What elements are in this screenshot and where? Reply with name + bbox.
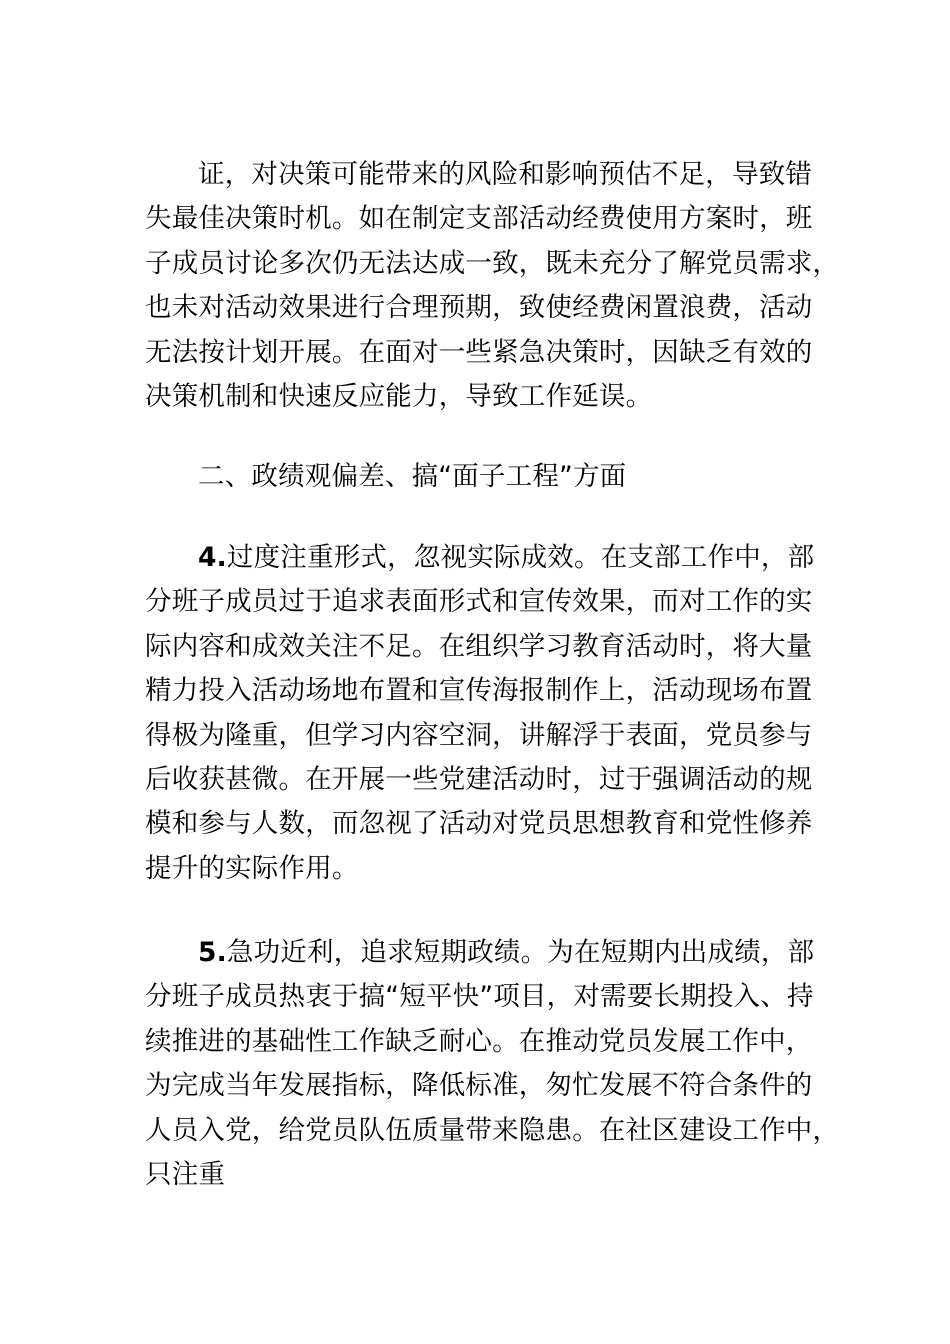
- item-number: 4.: [198, 542, 227, 573]
- text-line: 决策机制和快速反应能力，导致工作延误。: [145, 380, 653, 412]
- text-line: [145, 931, 825, 975]
- text-line-content: 过度注重形式，忽视实际成效。在支部工作中，部: [226, 542, 815, 573]
- text-line: 提升的实际作用。: [145, 852, 359, 884]
- text-line: 无法按计划开展。在面对一些紧急决策时，因缺乏有效的: [145, 336, 813, 368]
- text-line: 子成员讨论多次仍无法达成一致，既未充分了解党员需求，: [145, 247, 840, 279]
- text-line: 证，对决策可能带来的风险和影响预估不足，导致错: [198, 159, 813, 190]
- paragraph-4: [145, 536, 825, 891]
- text-line: [145, 536, 825, 580]
- text-line: 际内容和成效关注不足。在组织学习教育活动时，将大量: [145, 630, 813, 662]
- text-line: 续推进的基础性工作缺乏耐心。在推动党员发展工作中，: [145, 1025, 813, 1057]
- text-line: 分班子成员过于追求表面形式和宣传效果，而对工作的实: [145, 586, 813, 618]
- text-line-content: 急功近利，追求短期政绩。为在短期内出成绩，部: [226, 937, 815, 968]
- text-line: 失最佳决策时机。如在制定支部活动经费使用方案时，班: [145, 203, 813, 235]
- text-line: 只注重: [145, 1158, 226, 1190]
- text-line: 为完成当年发展指标，降低标准，匆忙发展不符合条件的: [145, 1070, 813, 1102]
- section-heading: [145, 455, 825, 499]
- text-line: 后收获甚微。在开展一些党建活动时，过于强调活动的规: [145, 763, 813, 795]
- text-line: 分班子成员热衷于搞“短平快”项目，对需要长期投入、持: [145, 981, 814, 1013]
- section-heading-text: 二、政绩观偏差、搞“面子工程”方面: [198, 461, 627, 492]
- text-line: 人员入党，给党员队伍质量带来隐患。在社区建设工作中，: [145, 1114, 840, 1146]
- text-line: 模和参与人数，而忽视了活动对党员思想教育和党性修养: [145, 808, 813, 840]
- text-line: 也未对活动效果进行合理预期，致使经费闲置浪费，活动: [145, 292, 813, 324]
- paragraph-continuation: [145, 153, 840, 419]
- text-line: 得极为隆重，但学习内容空洞，讲解浮于表面，党员参与: [145, 719, 813, 751]
- item-number: 5.: [198, 937, 227, 968]
- text-line: 精力投入活动场地布置和宣传海报制作上，活动现场布置: [145, 675, 813, 707]
- paragraph-5: [145, 931, 840, 1197]
